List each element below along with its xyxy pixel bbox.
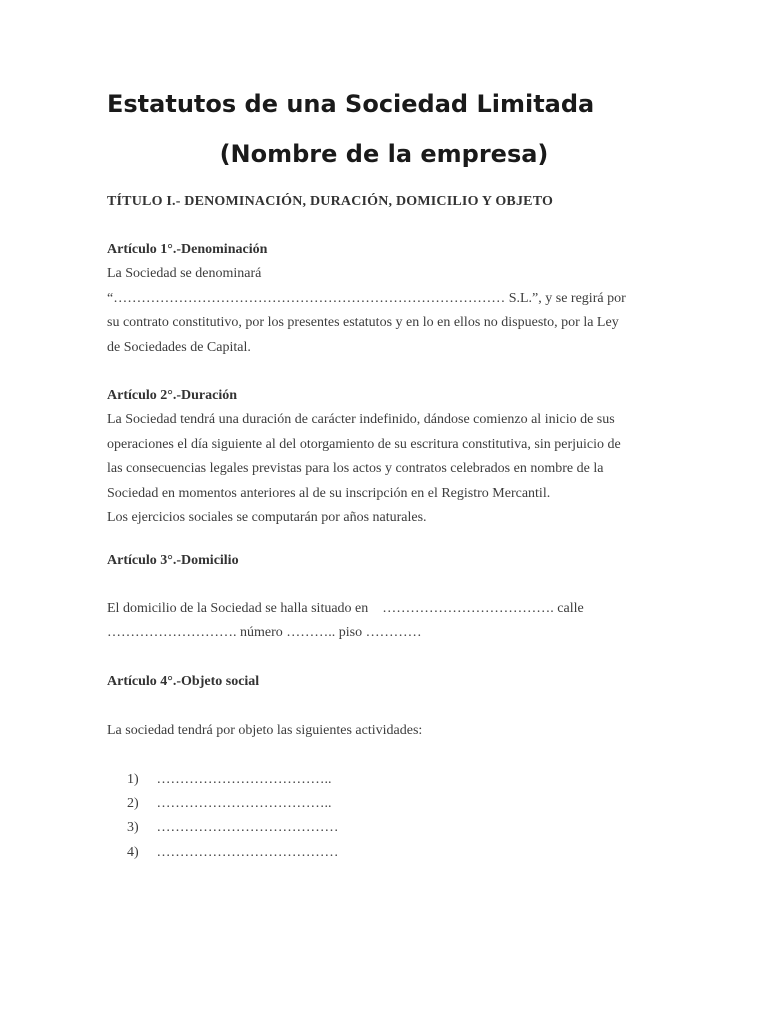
article-1-line-3: su contrato constitutivo, por los presentes estatutos y en lo en ellos no dispuesto, por la Ley — [107, 315, 619, 331]
article-2-line-2: operaciones el día siguiente al del otorgamiento de su escritura constitutiva, sin perjuicio de — [107, 436, 621, 452]
document-subtitle: (Nombre de la empresa) — [219, 140, 549, 168]
activities-list — [127, 768, 339, 865]
list-item-text: ……………………………….. — [156, 796, 332, 812]
article-1-line-1: La Sociedad se denominará — [107, 266, 262, 282]
list-item-number: 3) — [127, 820, 139, 836]
section-title: TÍTULO I.- DENOMINACIÓN, DURACIÓN, DOMICILIO Y OBJETO — [107, 194, 554, 209]
article-3-heading: Artículo 3°.-Domicilio — [107, 553, 239, 568]
article-2-line-5: Los ejercicios sociales se computarán por años naturales. — [107, 509, 427, 525]
article-3-line-1: El domicilio de la Sociedad se halla situado en ………………………………. calle — [107, 601, 584, 616]
article-4-heading: Artículo 4°.-Objeto social — [107, 674, 260, 689]
list-item — [127, 768, 339, 792]
document-title: Estatutos de una Sociedad Limitada — [107, 90, 595, 118]
article-1-line-4: de Sociedades de Capital. — [107, 339, 251, 355]
article-3-body — [107, 597, 584, 646]
article-3-line-2: ………………………. número ……….. piso ………… — [107, 625, 422, 641]
article-1-line-2: “………………………………………………………………………… S.L.”, y se regirá por — [107, 290, 626, 306]
list-item-number: 2) — [127, 796, 139, 812]
article-2-line-3: las consecuencias legales previstas para los actos y contratos celebrados en nombre de la — [107, 461, 604, 477]
article-4-line-1: La sociedad tendrá por objeto las siguientes actividades: — [107, 723, 423, 738]
article-2-heading: Artículo 2°.-Duración — [107, 388, 238, 403]
article-1 — [107, 238, 626, 360]
article-2 — [107, 384, 621, 530]
list-item — [127, 816, 339, 840]
list-item — [127, 841, 339, 865]
list-item-text: ………………………………… — [156, 820, 339, 836]
list-item-number: 4) — [127, 844, 139, 860]
list-item — [127, 792, 339, 816]
list-item-text: ……………………………….. — [156, 772, 332, 787]
article-2-line-1: La Sociedad tendrá una duración de carácter indefinido, dándose comienzo al inicio de sus — [107, 412, 615, 428]
list-item-number: 1) — [127, 772, 139, 787]
list-item-text: ………………………………… — [156, 844, 339, 860]
article-2-line-4: Sociedad en momentos anteriores al de su inscripción en el Registro Mercantil. — [107, 485, 551, 501]
article-1-heading: Artículo 1°.-Denominación — [107, 242, 268, 257]
